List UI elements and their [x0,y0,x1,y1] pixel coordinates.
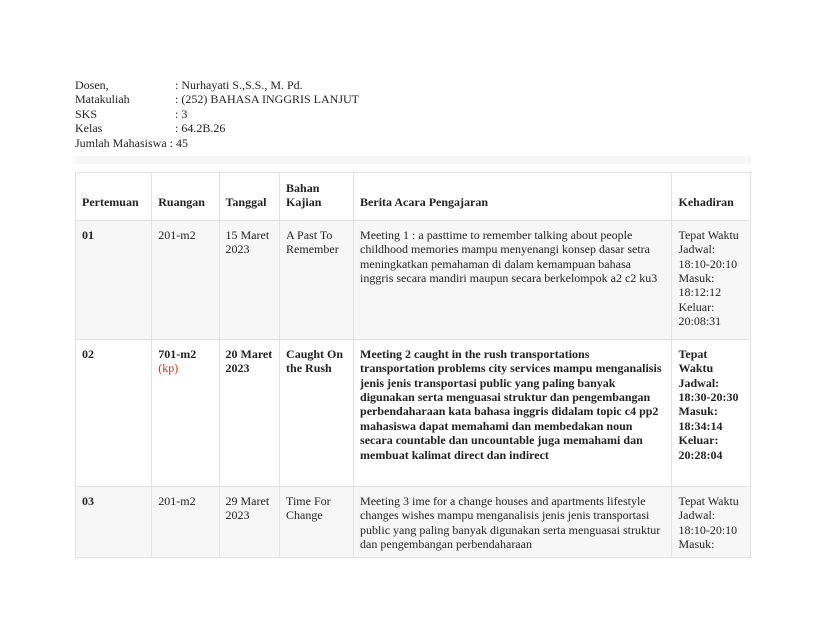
header-bahan-kajian: Bahan Kajian [280,173,354,221]
header-berita-acara: Berita Acara Pengajaran [354,173,672,221]
header-ruangan: Ruangan [152,173,219,221]
jadwal-value: 18:10-20:10 [678,256,738,271]
ruangan-value: 201-m2 [158,493,196,508]
cell-berita: Meeting 2 caught in the rush transportations transportation problems city services mampu menganalisis jenis jenis transportasi public yang paling banyak digunakan serta menguasai struktur dan pengembangan perbendaharaan kata bahasa inggris didalam topic c4 pp2 mahasiswa dapat memahami dan membedakan noun secara countable dan uncountable juga memahami dan membuat kalimat direct dan indirect [354,339,672,486]
cell-pertemuan: 02 [76,339,152,486]
matakuliah-label: Matakuliah [75,92,130,107]
attendance-table [75,172,751,558]
matakuliah-row [75,92,359,106]
cell-kehadiran [672,339,751,486]
table-row [76,486,751,558]
dosen-label: Dosen, [75,78,109,92]
header-divider [75,156,751,164]
status-text: Tepat Waktu [678,493,739,508]
kelas-row [75,121,359,135]
cell-pertemuan: 03 [76,486,152,558]
ruangan-value: 201-m2 [158,227,196,242]
jadwal-value: 18:10-20:10 [678,522,738,537]
dosen-row [75,78,359,92]
jadwal-value: 18:30-20:30 [678,390,739,405]
jumlah-value: : 45 [169,135,188,150]
table-header [76,173,751,221]
table-row [76,339,751,486]
keluar-value: 20:28:04 [678,447,723,462]
dosen-value: : Nurhayati S.,S.S., M. Pd. [175,78,303,92]
header-pertemuan: Pertemuan [76,173,152,221]
cell-tanggal: 20 Maret 2023 [219,339,280,486]
sks-label: SKS [75,106,98,121]
cell-tanggal: 15 Maret 2023 [219,220,280,339]
cell-pertemuan: 01 [76,220,152,339]
masuk-label: Masuk: [678,271,715,286]
masuk-label: Masuk: [678,537,715,552]
cell-berita: Meeting 1 : a pasttime to remember talking about people childhood memories mampu menyenangi konsep dasar setra meningkatkan pemahaman di dalam kemampuan bahasa inggris secara mandiri maupun secara berkelompok a2 c2 ku3 [354,220,672,339]
jadwal-label: Jadwal: [678,242,716,257]
jadwal-label: Jadwal: [678,375,720,390]
sks-row [75,107,359,121]
keluar-value: 20:08:31 [678,314,722,329]
cell-kehadiran [672,220,751,339]
cell-ruangan [152,220,219,339]
status-text: Tepat Waktu [678,346,714,376]
matakuliah-value: : (252) BAHASA INGGRIS LANJUT [175,92,360,107]
jadwal-label: Jadwal: [678,508,716,523]
kelas-value: : 64.2B.26 [175,121,226,136]
status-text: Tepat Waktu [678,227,739,242]
cell-tanggal: 29 Maret 2023 [219,486,280,558]
cell-ruangan [152,339,219,486]
table-row [76,220,751,339]
jumlah-label: Jumlah Mahasiswa [75,135,167,150]
header-tanggal: Tanggal [219,173,280,221]
cell-ruangan [152,486,219,558]
cell-kehadiran [672,486,751,558]
masuk-value: 18:12:12 [678,285,722,300]
keluar-label: Keluar: [678,433,719,448]
cell-bahan: Caught On the Rush [280,339,354,486]
jumlah-row [75,136,359,150]
masuk-label: Masuk: [678,404,718,419]
masuk-value: 18:34:14 [678,418,723,433]
keluar-label: Keluar: [678,299,715,314]
ruangan-value: 701-m2 [158,346,197,361]
cell-bahan: Time For Change [280,486,354,558]
kelas-label: Kelas [75,121,103,136]
course-info-header [75,78,359,150]
cell-berita: Meeting 3 ime for a change houses and apartments lifestyle changes wishes mampu menganalisis jenis jenis transportasi public yang paling banyak digunakan serta menguasai struktur dan pengembangan perbendaharaan [354,486,672,558]
sks-value: : 3 [175,106,188,121]
header-kehadiran: Kehadiran [672,173,751,221]
room-change-tag: (kp) [158,361,179,376]
cell-bahan: A Past To Remember [280,220,354,339]
